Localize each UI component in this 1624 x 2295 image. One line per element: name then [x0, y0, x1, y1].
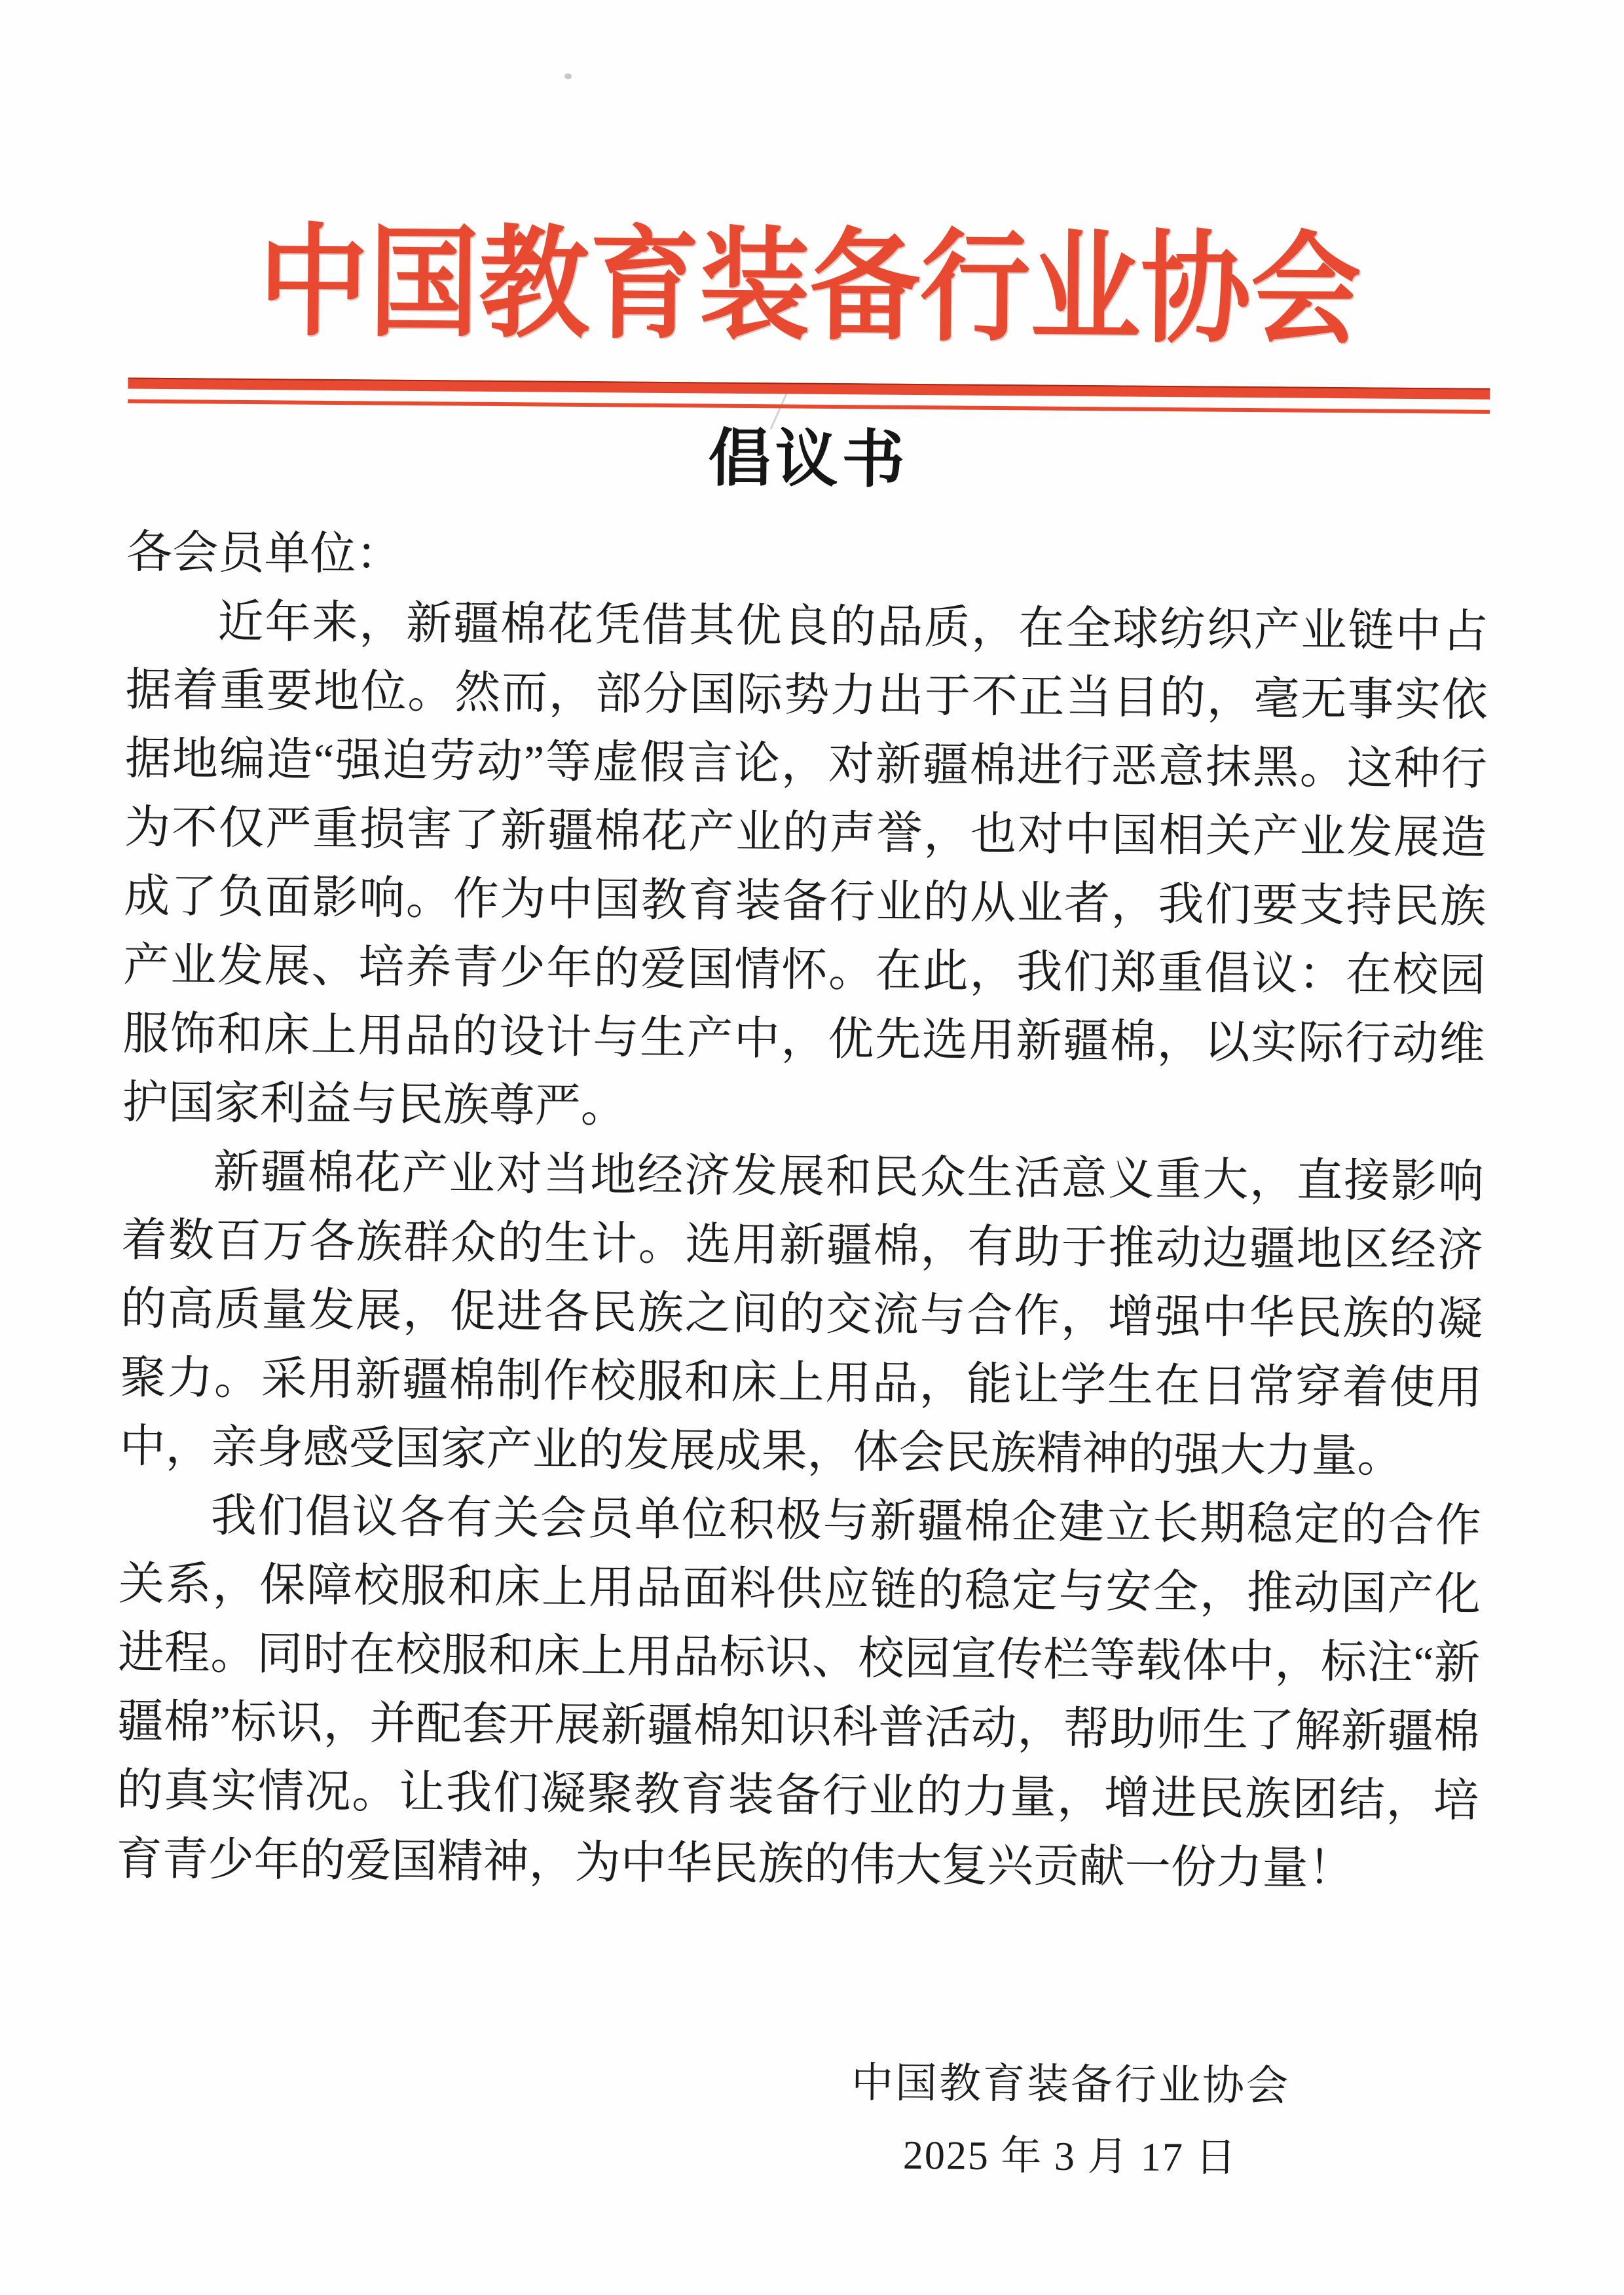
body-paragraph-3: 我们倡议各有关会员单位积极与新疆棉企建立长期稳定的合作关系，保障校服和床上用品面料供应链的稳定与安全，推动国产化进程。同时在校服和床上用品标识、校园宣传栏等载体中，标注“新疆棉”标识，并配套开展新疆棉知识科普活动，帮助师生了解新疆棉的真实情况。让我们凝聚教育装备行业的力量，增进民族团结，培育青少年的爱国精神，为中华民族的伟大复兴贡献一份力量！ — [116, 1491, 1482, 1895]
document-title: 倡议书 — [708, 423, 909, 495]
signature-date: 2025 年 3 月 17 日 — [902, 2133, 1238, 2180]
signature-block — [664, 2045, 1477, 2196]
letterhead-title: 中国教育装备行业协会 — [258, 216, 1362, 360]
signature-organization: 中国教育装备行业协会 — [851, 2059, 1291, 2110]
salutation: 各会员单位： — [126, 527, 402, 580]
body-paragraph-2: 新疆棉花产业对当地经济发展和民众生活意义重大，直接影响着数百万各族群众的生计。选用新疆棉，有助于推动边疆地区经济的高质量发展，促进各民族之间的交流与合作，增强中华民族的凝聚力。采用新疆棉制作校服和床上用品，能让学生在日常穿着使用中，亲身感受国家产业的发展成果，体会民族精神的强大力量。 — [119, 1147, 1485, 1482]
letterhead-divider — [128, 378, 1490, 414]
document-body — [116, 519, 1488, 1905]
body-paragraph-1: 近年来，新疆棉花凭借其优良的品质，在全球纺织产业链中占据着重要地位。然而，部分国际势力出于不正当目的，毫无事实依据地编造“强迫劳动”等虚假言论，对新疆棉进行恶意抹黑。这种行为不仅严重损害了新疆棉花产业的声誉，也对中国相关产业发展造成了负面影响。作为中国教育装备行业的从业者，我们要支持民族产业发展、培养青少年的爱国情怀。在此，我们郑重倡议：在校园服饰和床上用品的设计与生产中，优先选用新疆棉，以实际行动维护国家利益与民族尊严。 — [122, 597, 1488, 1132]
